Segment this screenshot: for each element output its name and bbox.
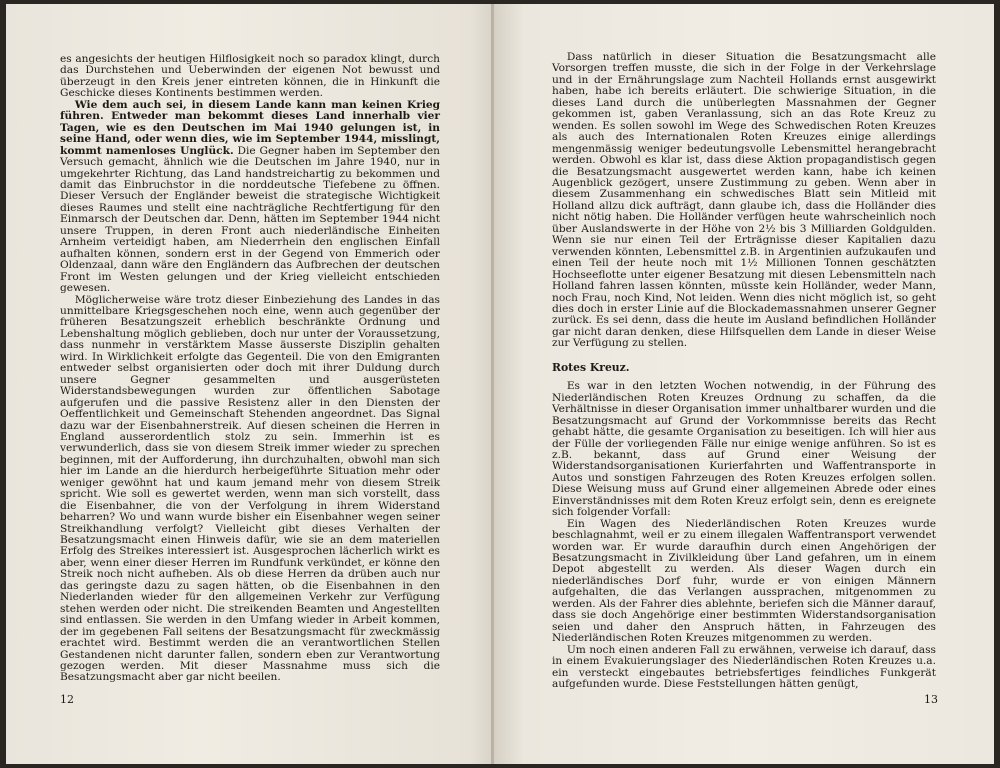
left-paragraph-2-text: Die Gegner haben im September den Versuch gemacht, ähnlich wie die Deutschen im Jahre 1940, nur in umgekehrter Richtung, das Land handstreichartig zu bekommen und damit das Einbruchstor in die norddeutsche Tiefebene zu öffnen. Dieser Versuch der Engländer beweist die strategische Wichtigkeit dieses Raumes und stellt eine nachträgliche Rechtfertigung für den Einmarsch der Deutschen dar. Denn, hätten im September 1944 nicht unsere Truppen, in deren Front auch niederländische Einheiten Arnheim verteidigt haben, am Niederrhein den englischen Einfall aufhalten können, sondern erst in der Gegend von Emmerich oder Oldenzaal, dann wäre den Engländern das Aufbrechen der deutschen Front im Westen gelungen und der Krieg vielleicht entschieden gewesen.: [60, 144, 441, 295]
left-paragraph-2: [60, 100, 440, 295]
left-paragraph-3: Möglicherweise wäre trotz dieser Einbeziehung des Landes in das unmittelbare Kriegsgeschehen noch eine, wenn auch gegenüber der früheren Besatzungszeit erheblich beschränkte Ordnung und Lebenshaltung möglich geblieben, doch nur unter der Voraussetzung, dass nunmehr in verstärktem Masse äusserste Disziplin gehalten wird. In Wirklichkeit erfolgte das Gegenteil. Die von den Emigranten entweder selbst organisierten oder doch mit ihrer Duldung durch unsere Gegner gesammelten und ausgerüsteten Widerstandsbewegungen wurden zur öffentlichen Sabotage aufgerufen und die passive Resistenz aller in den Diensten der Oeffentlichkeit und Gemeinschaft Stehenden angeordnet. Das Signal dazu war der Eisenbahnerstreik. Auf diesen scheinen die Herren in England ausserordentlich stolz zu sein. Immerhin ist es verwunderlich, dass sie von diesem Streik immer wieder zu sprechen beginnen, mit der Aufforderung, ihn durchzuhalten, obwohl man sich hier im Lande an die hierdurch herbeigeführte Situation mehr oder weniger gewöhnt hat und kaum jemand mehr von diesem Streik spricht. Wie soll es gewertet werden, wenn man sich vorstellt, dass die Eisenbahner, die von der Verfolgung in ihrem Widerstand beharren? Wo und wann wurde bisher ein Eisenbahner wegen seiner Streikhandlung verfolgt? Vielleicht gibt dieses Verhalten der Besatzungsmacht einen Hinweis dafür, wie sie an dem materiellen Erfolg des Streikes interessiert ist. Ausgesprochen lächerlich wirkt es aber, wenn einer dieser Herren im Rundfunk verkündet, er könne den Streik noch nicht aufheben. Als ob diese Herren da drüben auch nur das geringste dazu zu sagen hätten, ob die Eisenbahnen in den Niederlanden wieder für den allgemeinen Verkehr zur Verfügung stehen werden oder nicht. Die streikenden Beamten und Angestellten sind entlassen. Sie werden in den Umfang wieder in Arbeit kommen, der im gegebenen Fall seitens der Besatzungsmacht für zweckmässig erachtet wird. Bestimmt werden die an verantwortlichen Stellen Gestandenen nicht darunter fallen, sondern eben zur Verantwortung gezogen werden. Mit dieser Massnahme muss sich die Besatzungsmacht aber gar nicht beeilen.: [60, 293, 440, 684]
left-page: [6, 4, 494, 764]
right-page-text: [552, 52, 936, 690]
left-page-text: [60, 54, 440, 684]
left-paragraph-2-bold: Wie dem auch sei, in diesem Lande kann man keinen Krieg führen. Entweder man bekommt dieses Land innerhalb vier Tagen, wie es den Deutschen im Mai 1940 gelungen ist, in seine Hand, oder wenn dies, wie im September 1944, misslingt, kommt namenloses Unglück.: [60, 98, 440, 157]
left-paragraph-1: es angesichts der heutigen Hilflosigkeit noch so paradox klingt, durch das Durchstehen und Ueberwinden der eigenen Not bewusst und überzeugt in den Kreis jener eintreten können, die in Hinkunft die Geschicke dieses Kontinents bestimmen werden.: [60, 53, 440, 100]
section-heading: Rotes Kreuz.: [552, 360, 630, 374]
right-paragraph-2: Es war in den letzten Wochen notwendig, in der Führung des Niederländischen Roten Kreuzes Ordnung zu schaffen, da die Verhältnisse in dieser Organisation immer unhaltbarer wurden und die Besatzungsmacht auf Grund der Vorkommnisse bereits das Recht gehabt hätte, die gesamte Organisation zu beseitigen. Ich will hier aus der Fülle der vorliegenden Fälle nur einige wenige anführen. So ist es z.B. bekannt, dass auf Grund einer Weisung der Widerstandsorganisationen Kurierfahrten und Waffentransporte in Autos und sonstigen Fahrzeugen des Roten Kreuzes erfolgen sollen. Diese Weisung muss auf Grund einer allgemeinen Abrede oder eines Einverständnisses mit dem Roten Kreuz erfolgt sein, denn es ereignete sich folgender Vorfall:: [552, 380, 936, 519]
right-paragraph-1: Dass natürlich in dieser Situation die Besatzungsmacht alle Vorsorgen treffen musste, die sich in der Folge in der Verkehrslage und in der Ernährungslage zum Nachteil Hollands ernst ausgewirkt haben, habe ich bereits erläutert. Die schwierige Situation, in die dieses Land durch die unüberlegten Massnahmen der Gegner gekommen ist, gaben Veranlassung, sich an das Rote Kreuz zu wenden. Es sollen sowohl im Wege des Schwedischen Roten Kreuzes als auch des Internationalen Roten Kreuzes einige allerdings mengenmässig weniger bedeutungsvolle Lebensmittel herangebracht werden. Obwohl es klar ist, dass diese Aktion propagandistisch gegen die Besatzungsmacht ausgewertet werden kann, habe ich keinen Augenblick gezögert, unsere Zustimmung zu geben. Wenn aber in diesem Zusammenhang ein schwedisches Blatt sein Mitleid mit Holland allzu dick aufträgt, dann glaube ich, dass die Holländer dies nicht nötig haben. Die Holländer verfügen heute wahrscheinlich noch über Auslandswerte in der Höhe von 2½ bis 3 Milliarden Goldgulden. Wenn sie nur einen Teil der Erträgnisse dieser Kapitalien dazu verwenden könnten, Lebensmittel z.B. in Argentinien aufzukaufen und einen Teil der heute noch mit 1½ Millionen Tonnen geschätzten Hochseeflotte unter eigener Besatzung mit diesen Lebensmitteln nach Holland fahren lassen könnten, müsste kein Holländer, weder Mann, noch Frau, noch Kind, Not leiden. Wenn dies nicht möglich ist, so geht dies doch in erster Linie auf die Blockademassnahmen unserer Gegner zurück. Es sei denn, dass die heute im Ausland befindlichen Holländer gar nicht daran denken, diese Hilfsquellen dem Lande in dieser Weise zur Verfügung zu stellen.: [552, 51, 936, 350]
left-page-number: 12: [60, 693, 74, 706]
book-spread: [6, 4, 994, 764]
right-page-number: 13: [924, 693, 938, 706]
right-paragraph-4: Um noch einen anderen Fall zu erwähnen, verweise ich darauf, dass in einem Evakuierungslager des Niederländischen Roten Kreuzes u.a. ein versteckt eingebautes betriebsfertiges feindliches Funkgerät aufgefunden wurde. Diese Feststellungen hätten genügt,: [552, 643, 936, 691]
right-page: [494, 4, 994, 764]
right-paragraph-3: Ein Wagen des Niederländischen Roten Kreuzes wurde beschlagnahmt, weil er zu einem illegalen Waffentransport verwendet worden war. Er wurde daraufhin durch einen Angehörigen der Besatzungsmacht in Zivilkleidung über Land gefahren, um in einem Depot abgestellt zu werden. Als dieser Wagen durch ein niederländisches Dorf fuhr, wurde er von einigen Männern aufgehalten, die das Verlangen aussprachen, mitgenommen zu werden. Als der Fahrer dies ablehnte, beriefen sich die Männer darauf, dass sie doch Angehörige einer bestimmten Widerstandsorganisation seien und daher den Anspruch hätten, in Fahrzeugen des Niederländischen Roten Kreuzes mitgenommen zu werden.: [552, 517, 936, 645]
